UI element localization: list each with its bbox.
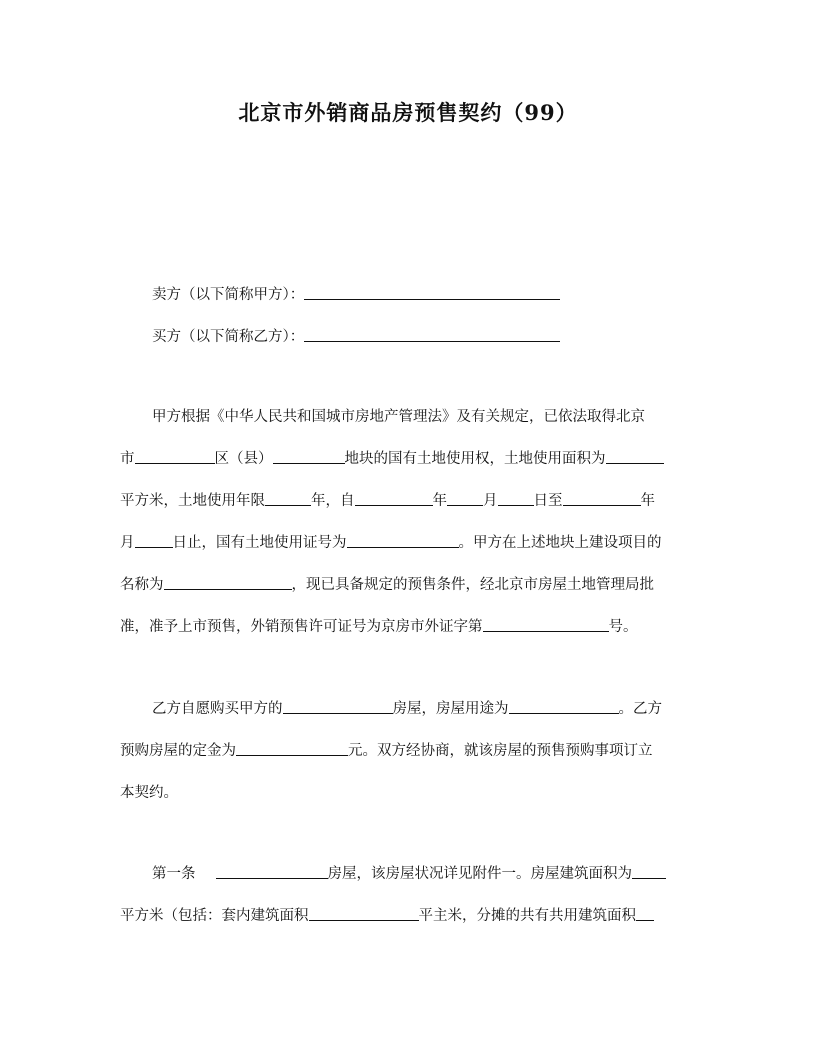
text: 本契约。	[120, 785, 178, 801]
land-paragraph	[120, 396, 700, 648]
buyer-name-field[interactable]	[304, 327, 560, 342]
text: 平方米，土地使用年限	[120, 493, 265, 509]
text: 房屋，该房屋状况详见附件一。房屋建筑面积为	[327, 866, 632, 882]
article-one-line-1	[120, 853, 700, 895]
text: 年	[640, 493, 655, 509]
unit-area-field[interactable]	[309, 906, 419, 921]
land-line-2	[120, 438, 700, 480]
text: 元。双方经协商，就该房屋的预售预购事项订立	[348, 743, 653, 759]
text: 准，准予上市预售，外销预售许可证号为京房市外证字第	[120, 619, 483, 635]
land-line-4	[120, 522, 700, 564]
start-year-field[interactable]	[355, 491, 433, 506]
end-month-field[interactable]	[135, 533, 173, 548]
document-title: 北京市外销商品房预售契约（99）	[238, 100, 578, 125]
text: 日至	[533, 493, 563, 509]
text: 月	[483, 493, 498, 509]
purchase-line-2	[120, 730, 700, 772]
deposit-field[interactable]	[236, 741, 348, 756]
end-year-field[interactable]	[563, 491, 641, 506]
house-field[interactable]	[283, 699, 393, 714]
text: 年	[432, 493, 447, 509]
purchase-line-1	[120, 688, 700, 730]
shared-area-field[interactable]	[636, 906, 654, 921]
land-certificate-field[interactable]	[347, 533, 459, 548]
article-one-line-2	[120, 895, 700, 937]
presale-permit-field[interactable]	[483, 617, 609, 632]
text: 。乙方	[618, 701, 662, 717]
text: ，现已具备规定的预售条件，经北京市房屋土地管理局批	[291, 577, 654, 593]
text: 名称为	[120, 577, 164, 593]
article-number: 第一条	[152, 866, 196, 882]
land-area-field[interactable]	[606, 449, 664, 464]
text: 乙方自愿购买甲方的	[152, 701, 283, 717]
land-line-3	[120, 480, 700, 522]
text: 甲方根据《中华人民共和国城市房地产管理法》及有关规定，已依法取得北京	[152, 409, 645, 425]
purchase-paragraph	[120, 688, 700, 814]
text: 年，自	[311, 493, 355, 509]
article-one	[120, 853, 700, 937]
start-day-field[interactable]	[498, 491, 534, 506]
buyer-line	[120, 316, 700, 358]
house-location-field[interactable]	[216, 864, 328, 879]
text: 。甲方在上述地块上建设项目的	[458, 535, 662, 551]
buyer-label: 买方（以下简称乙方）：	[152, 329, 305, 345]
start-month-field[interactable]	[447, 491, 483, 506]
plot-field[interactable]	[273, 449, 345, 464]
text: 房屋，房屋用途为	[392, 701, 509, 717]
house-usage-field[interactable]	[509, 699, 619, 714]
parties-section	[120, 274, 700, 358]
text: 市	[120, 451, 135, 467]
seller-label: 卖方（以下简称甲方）：	[152, 287, 305, 303]
land-term-field[interactable]	[265, 491, 311, 506]
seller-line	[120, 274, 700, 316]
text: 日止，国有土地使用证号为	[172, 535, 347, 551]
text: 平方米（包括：套内建筑面积	[120, 908, 309, 924]
land-line-6	[120, 606, 700, 648]
purchase-line-3	[120, 772, 700, 814]
text: 地块的国有土地使用权，土地使用面积为	[344, 451, 606, 467]
seller-name-field[interactable]	[304, 285, 560, 300]
land-line-5	[120, 564, 700, 606]
text: 平主米，分摊的共有共用建筑面积	[418, 908, 636, 924]
building-area-field[interactable]	[632, 864, 666, 879]
text: 号。	[608, 619, 638, 635]
text: 月	[120, 535, 135, 551]
project-name-field[interactable]	[164, 575, 292, 590]
text: 预购房屋的定金为	[120, 743, 236, 759]
land-line-1	[120, 396, 700, 438]
district-field[interactable]	[135, 449, 215, 464]
text: 区（县）	[214, 451, 273, 467]
